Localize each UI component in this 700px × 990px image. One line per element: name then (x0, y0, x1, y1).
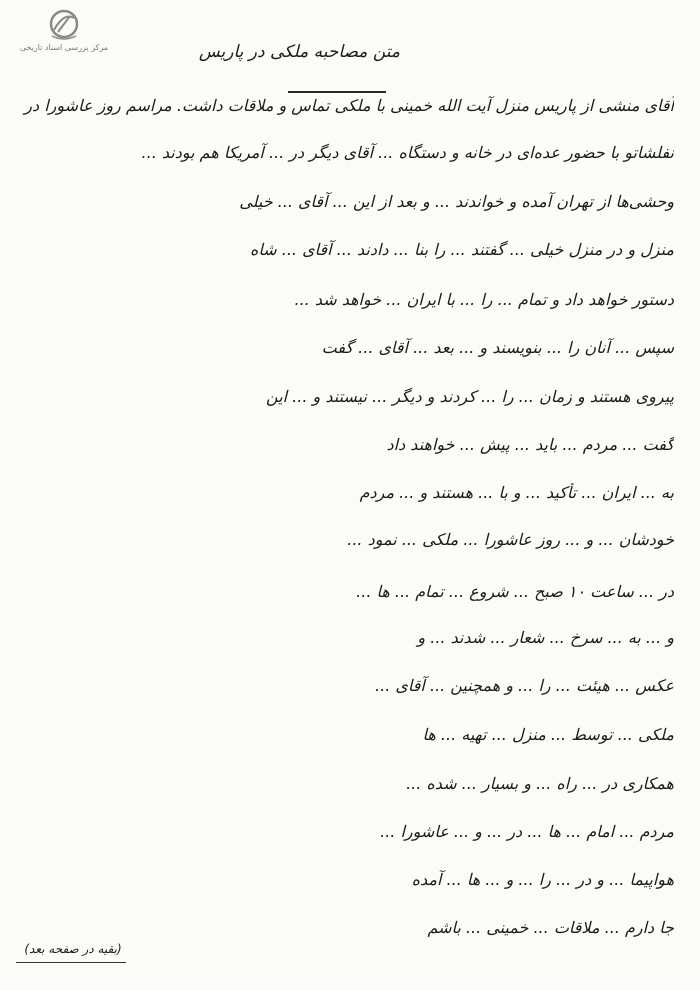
body-line: منزل و در منزل خیلی ... گفتند ... را بنا ... دادند ... آقای ... شاه (249, 240, 674, 259)
body-line: آقای منشی از پاریس منزل آیت الله خمینی با ملکی تماس و ملاقات داشت. مراسم روز عاشورا در (24, 96, 674, 115)
continued-note: (بقیه در صفحه بعد) (24, 942, 122, 956)
body-line: پیروی هستند و زمان ... را ... کردند و دیگر ... نیستند و ... این (266, 387, 674, 406)
body-line: دستور خواهد داد و تمام ... را ... با ایران ... خواهد شد ... (294, 290, 674, 309)
archive-watermark (14, 8, 114, 58)
body-line: مردم ... امام ... ها ... در ... و ... عاشورا ... (380, 822, 674, 841)
body-line: و ... به ... سرخ ... شعار ... شدند ... و (417, 628, 674, 647)
body-line: گفت ... مردم ... باید ... پیش ... خواهند داد (386, 435, 674, 454)
body-line: ملکی ... توسط ... منزل ... تهیه ... ها (422, 725, 674, 744)
body-line: جا دارم ... ملاقات ... خمینی ... باشم (427, 918, 674, 937)
continued-note-underline (16, 962, 126, 963)
body-line: در ... ساعت ۱۰ صبح ... شروع ... تمام ... ها ... (356, 582, 674, 601)
body-line: نفلشاتو با حضور عده‌ای در خانه و دستگاه ... آقای دیگر در ... آمریکا هم بودند ... (141, 143, 674, 162)
body-line: هواپیما ... و در ... را ... و ... ها ... آمده (411, 870, 674, 889)
body-line: به ... ایران ... تأکید ... و با ... هستند و ... مردم (359, 483, 674, 502)
title-underline (288, 91, 386, 93)
archive-watermark-text: مرکز بررسی اسناد تاریخی (19, 43, 109, 52)
body-line: خودشان ... و ... روز عاشورا ... ملکی ... نمود ... (347, 530, 674, 549)
document-title: متن مصاحبه ملکی در پاریس (198, 42, 400, 62)
archive-logo-icon (44, 8, 84, 42)
body-line: سپس ... آنان را ... بنویسند و ... بعد ... آقای ... گفت (321, 338, 674, 357)
body-line: عکس ... هیئت ... را ... و همچنین ... آقای ... (375, 676, 674, 695)
body-line: همکاری در ... راه ... و بسیار ... شده ... (406, 774, 674, 793)
body-line: وحشی‌ها از تهران آمده و خواندند ... و بعد از این ... آقای ... خیلی (239, 192, 674, 211)
